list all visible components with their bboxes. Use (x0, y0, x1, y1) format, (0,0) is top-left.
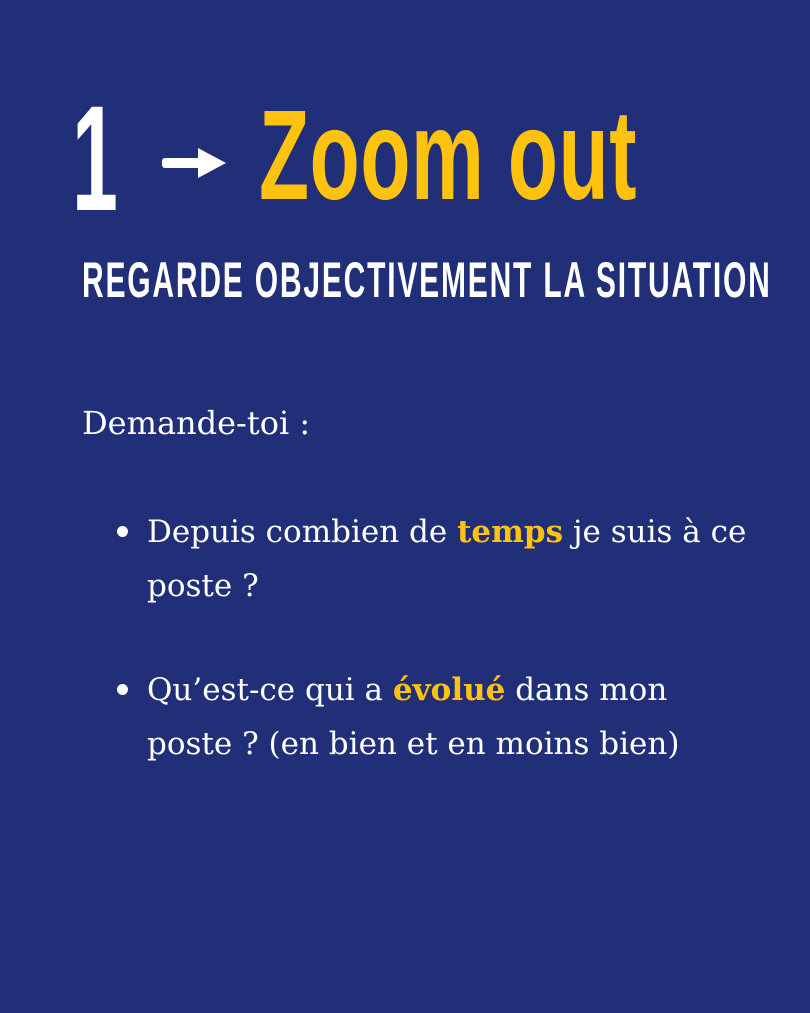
step-number: 1 (72, 74, 117, 242)
arrow-right-icon (160, 146, 230, 180)
bullet-text-before: Depuis combien de (147, 514, 458, 550)
list-item (115, 505, 755, 613)
slide-subtitle: REGARDE OBJECTIVEMENT LA SITUATION (82, 252, 772, 308)
bullet-text-after: je suis à ce poste ? (147, 514, 747, 604)
bullet-icon (117, 684, 128, 695)
bullet-highlight: temps (457, 514, 564, 550)
question-list (115, 505, 755, 821)
bullet-text-after: dans mon poste ? (en bien et en moins bien) (147, 672, 680, 762)
slide-title: Zoom out (259, 84, 638, 227)
intro-text: Demande-toi : (82, 404, 311, 442)
list-item (115, 663, 755, 771)
bullet-icon (117, 526, 128, 537)
bullet-highlight: évolué (392, 672, 506, 708)
bullet-text-before: Qu’est-ce qui a (147, 672, 393, 708)
title-row (72, 74, 638, 242)
